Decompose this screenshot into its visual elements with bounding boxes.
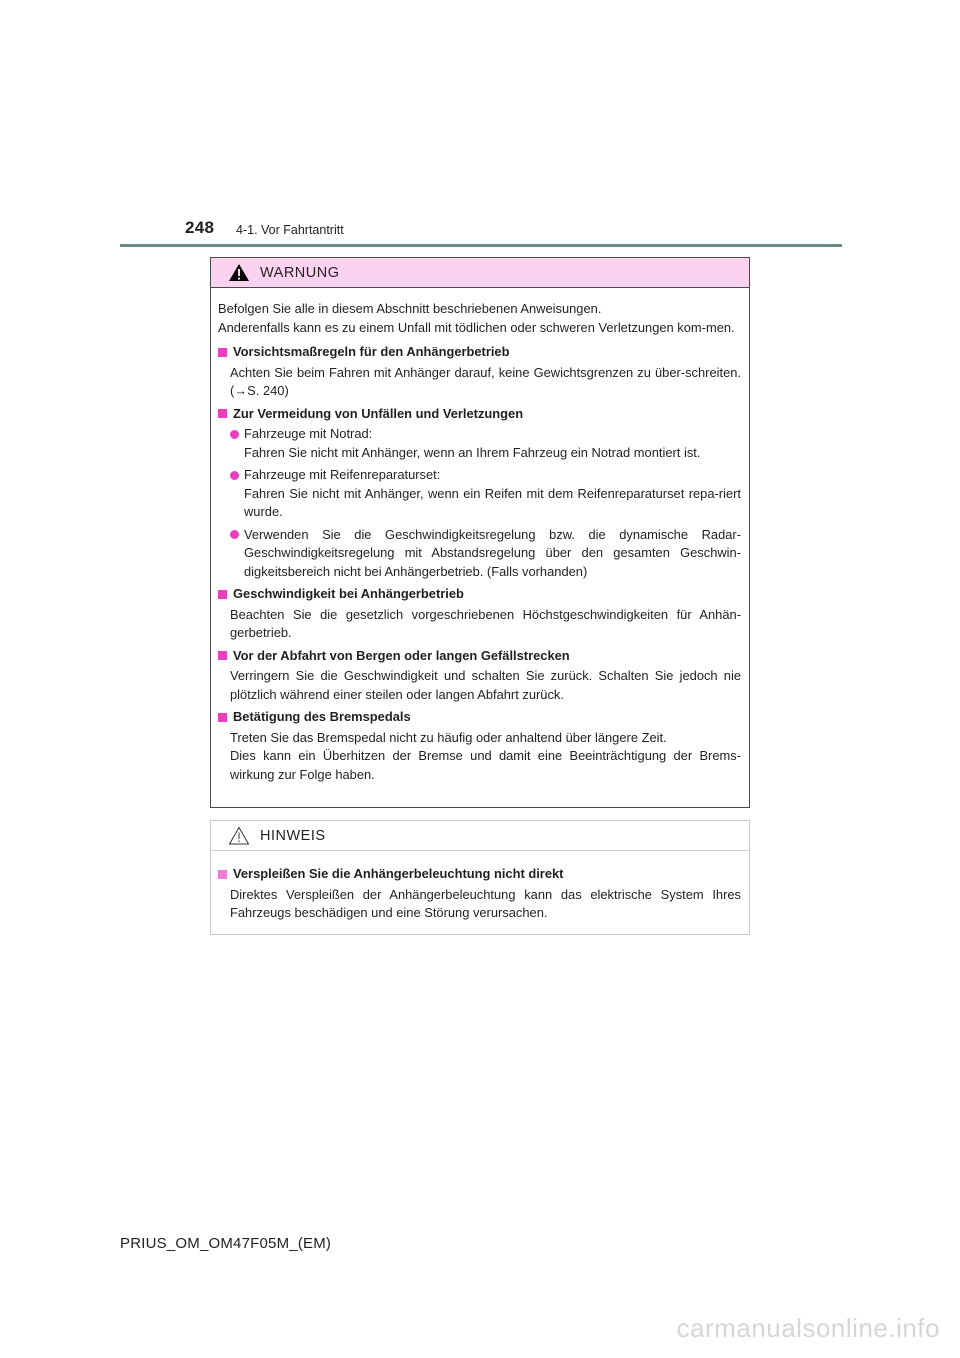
- section-text: Verringern Sie die Geschwindigkeit und schalten Sie zurück. Schalten Sie jedoch nie plötzlich während einer steilen oder langen Abfahrt zurück.: [230, 668, 741, 702]
- note-box: [210, 820, 750, 935]
- bullet-line: Verwenden Sie die Geschwindigkeitsregelung bzw. die dynamische Radar-Geschwindigkeitsregelung mit Abstandsregelung über den gesamten Geschwin-digkeitsbereich nicht bei Anhängerbetrieb. (Falls vorhanden): [244, 526, 741, 579]
- warning-section-trailer-precautions: [218, 343, 741, 401]
- section-text: Treten Sie das Bremspedal nicht zu häufig oder anhaltend über längere Zeit.: [230, 729, 667, 745]
- page-number: 248: [185, 218, 215, 237]
- warning-intro-line-2: Anderenfalls kann es zu einem Unfall mit tödlichen oder schweren Verletzungen kom-men.: [218, 319, 735, 335]
- round-bullet-icon: [230, 530, 239, 539]
- warning-body: [211, 288, 749, 784]
- square-bullet-icon: [218, 348, 227, 357]
- warning-intro-line-1: Befolgen Sie alle in diesem Abschnitt beschriebenen Anweisungen.: [218, 301, 602, 316]
- warning-title: WARNUNG: [260, 264, 340, 281]
- round-bullet-icon: [230, 430, 239, 439]
- list-item: [218, 425, 741, 462]
- section-text: Direktes Verspleißen der Anhängerbeleuchtung kann das elektrische System Ihres Fahrzeugs beschädigen und eine Störung verursachen.: [230, 886, 741, 920]
- section-heading: Verspleißen Sie die Anhängerbeleuchtung nicht direkt: [233, 866, 564, 881]
- bullet-line: Fahren Sie nicht mit Anhänger, wenn an Ihrem Fahrzeug ein Notrad montiert ist.: [244, 444, 701, 460]
- bullet-line: Fahrzeuge mit Reifenreparaturset:: [244, 467, 441, 482]
- header-rule: [120, 244, 842, 247]
- caution-triangle-icon: [228, 826, 250, 845]
- square-bullet-icon: [218, 713, 227, 722]
- section-text: Dies kann ein Überhitzen der Bremse und damit eine Beeinträchtigung der Brems-wirkung zur Folge haben.: [230, 748, 741, 782]
- note-body: [211, 851, 749, 923]
- square-bullet-icon: [218, 409, 227, 418]
- section-heading: Zur Vermeidung von Unfällen und Verletzungen: [233, 405, 524, 421]
- round-bullet-icon: [230, 471, 239, 480]
- warning-section-brake-pedal: [218, 708, 741, 784]
- section-text: Beachten Sie die gesetzlich vorgeschriebenen Höchstgeschwindigkeiten für Anhän-gerbetrieb.: [230, 606, 741, 640]
- list-item: [218, 526, 741, 582]
- section-heading: Vorsichtsmaßregeln für den Anhängerbetrieb: [233, 344, 510, 359]
- square-bullet-icon: [218, 870, 227, 879]
- bullet-line: Fahren Sie nicht mit Anhänger, wenn ein Reifen mit dem Reifenreparaturset repa-riert wurde.: [244, 485, 741, 519]
- section-heading: Betätigung des Bremspedals: [233, 709, 411, 724]
- square-bullet-icon: [218, 590, 227, 599]
- warning-header: [211, 258, 749, 288]
- warning-box: [210, 257, 750, 808]
- list-item: [218, 466, 741, 522]
- warning-triangle-icon: [228, 263, 250, 282]
- warning-section-speed: [218, 585, 741, 643]
- section-text: Achten Sie beim Fahren mit Anhänger darauf, keine Gewichtsgrenzen zu über-schreiten. (→S. 240): [230, 364, 741, 398]
- note-title: HINWEIS: [260, 827, 326, 844]
- section-title: 4-1. Vor Fahrtantritt: [236, 223, 344, 237]
- watermark: carmanualsonline.info: [676, 1313, 940, 1343]
- section-heading: Vor der Abfahrt von Bergen oder langen Gefällstrecken: [233, 647, 570, 663]
- bullet-line: Fahrzeuge mit Notrad:: [244, 426, 373, 441]
- section-heading: Geschwindigkeit bei Anhängerbetrieb: [233, 586, 464, 601]
- note-header: [211, 821, 749, 851]
- warning-section-accident-prevention: [218, 405, 741, 582]
- document-code: PRIUS_OM_OM47F05M_(EM): [120, 1235, 332, 1252]
- square-bullet-icon: [218, 651, 227, 660]
- warning-section-downhill: [218, 647, 741, 705]
